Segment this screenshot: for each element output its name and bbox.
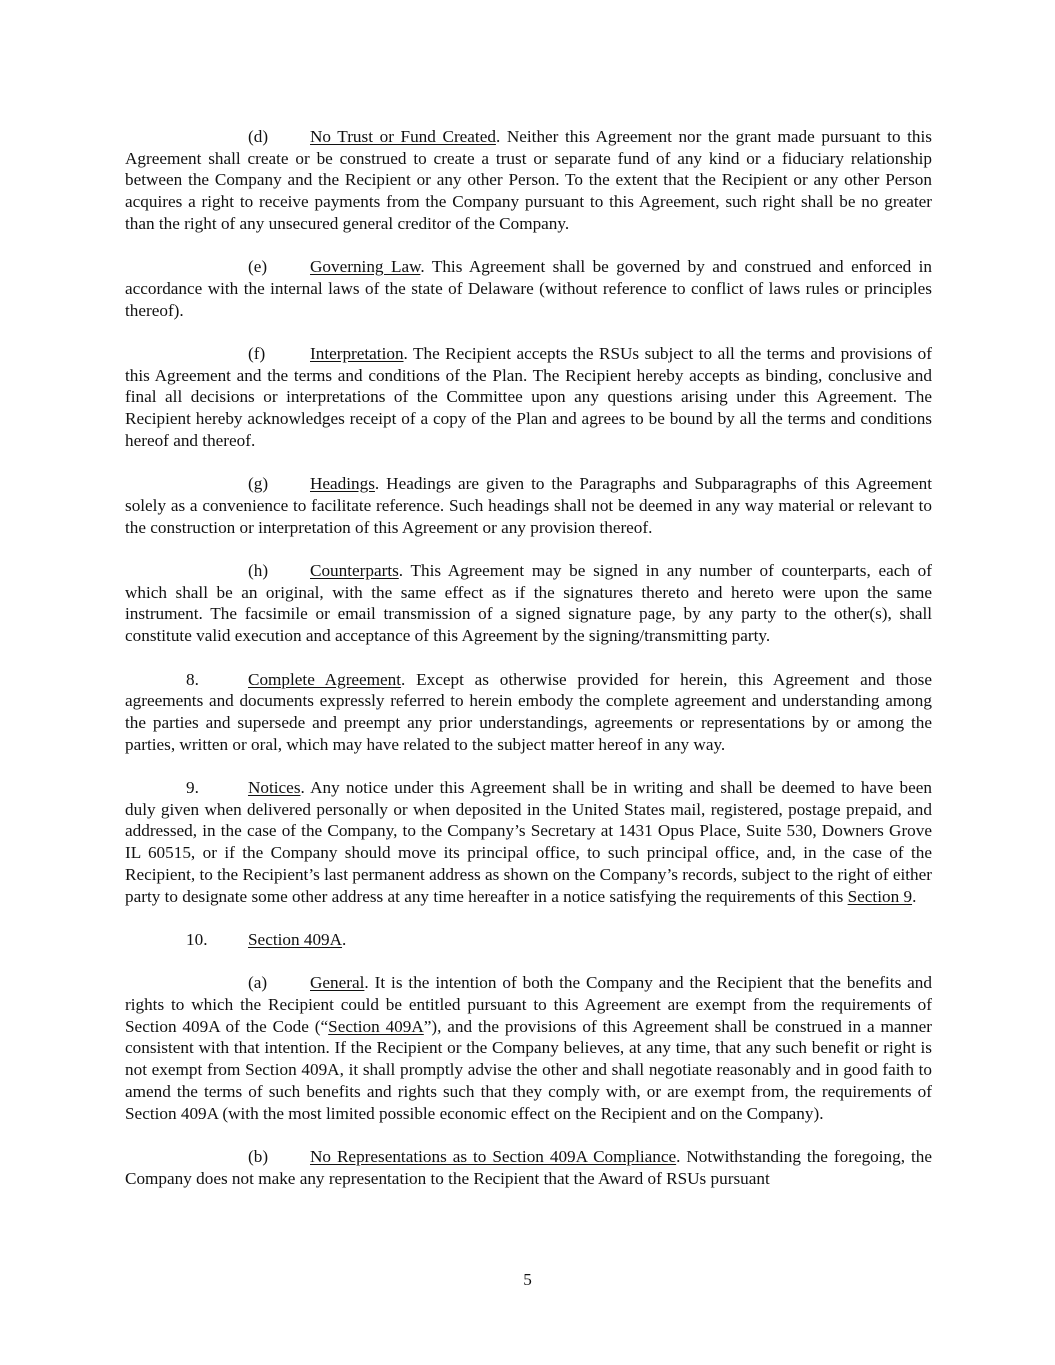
defined-term: Section 409A xyxy=(328,1016,424,1036)
paragraph-10a xyxy=(125,972,932,1124)
paragraph-heading: Notices xyxy=(248,778,301,797)
paragraph-heading: Counterparts xyxy=(310,561,399,580)
paragraph-text: . Any notice under this Agreement shall be in writing and shall be deemed to have been duly given when delivered personally or when deposited in the United States mail, registered, postage prepaid, and addressed, in the case of the Company, to the Company’s Secretary at 1431 Opus Place, Suite 530, Downers Grove IL 60515, or if the Company should move its principal office, to such principal office, and, in the case of the Recipient, to the Recipient’s last permanent address as shown on the Company’s records, subject to the right of either party to designate some other address at any time hereafter in a notice satisfying the requirements of this xyxy=(125,778,932,906)
page-number: 5 xyxy=(523,1270,532,1289)
paragraph-number: 8. xyxy=(186,669,199,689)
paragraph-10 xyxy=(125,929,932,951)
paragraph-heading: Complete Agreement xyxy=(248,669,402,689)
paragraph-text: . The Recipient accepts the RSUs subject to all the terms and provisions of this Agreement and the terms and conditions of the Plan. The Recipient hereby accepts as binding, conclusive and final all decisions or interpretations of the Committee upon any questions arising under this Agreement. The Recipient hereby acknowledges receipt of a copy of the Plan and agrees to be bound by all the terms and conditions hereof and thereof. xyxy=(125,344,932,450)
paragraph-heading: Section 409A xyxy=(248,929,343,949)
paragraph-number: 10. xyxy=(186,929,208,949)
paragraph-7g xyxy=(125,473,932,538)
paragraph-text: . It is the intention of both the Company and the Recipient that the benefits and rights to which the Recipient could be entitled pursuant to this Agreement are exempt from the requirements of Section 409A of the Code (“ xyxy=(125,973,932,1036)
paragraph-number: (e) xyxy=(248,257,268,277)
paragraph-heading: Governing Law xyxy=(310,257,421,277)
paragraph-text: . Notwithstanding the foregoing, the Company does not make any representation to the Recipient that the Award of RSUs pursuant xyxy=(125,1146,932,1188)
paragraph-number: 9. xyxy=(186,778,199,797)
paragraph-text: . Neither this Agreement nor the grant made pursuant to this Agreement shall create or be construed to create a trust or separate fund of any kind or a fiduciary relationship between the Company and the Recipient or any other Person. To the extent that the Recipient or any other Person acquires a right to receive payments from the Company pursuant to this Agreement, such right shall be no greater than the right of any unsecured general creditor of the Company. xyxy=(125,127,932,233)
paragraph-text-tail: ”), and the provisions of this Agreement shall be construed in a manner consistent with that intention. If the Recipient or the Company believes, at any time, that any such benefit or right is not exempt from Section 409A, it shall promptly advise the other and shall negotiate reasonably and in good faith to amend the terms of such benefits and rights such that they comply with, or are exempt from, the requirements of Section 409A (with the most limited possible economic effect on the Recipient and on the Company). xyxy=(125,1016,932,1123)
paragraph-heading: Interpretation xyxy=(310,344,404,363)
paragraph-text: . xyxy=(342,929,347,949)
paragraph-10b xyxy=(125,1146,932,1189)
paragraph-text: . This Agreement shall be governed by and construed and enforced in accordance with the internal laws of the state of Delaware (without reference to conflict of laws rules or principles thereof). xyxy=(125,257,932,320)
paragraph-8 xyxy=(125,669,932,756)
paragraph-text: . This Agreement may be signed in any number of counterparts, each of which shall be an original, with the same effect as if the signatures thereto and hereto were upon the same instrument. The facsimile or email transmission of a signed signature page, by any party to the other(s), shall constitute valid execution and acceptance of this Agreement by the signing/transmitting party. xyxy=(125,561,932,646)
section-reference: Section 9 xyxy=(847,886,913,906)
paragraph-heading: General xyxy=(310,973,365,993)
paragraph-text: . Headings are given to the Paragraphs and Subparagraphs of this Agreement solely as a convenience to facilitate reference. Such headings shall not be deemed in any way material or relevant to the construction or interpretation of this Agreement or any provision thereof. xyxy=(125,474,932,537)
paragraph-heading: No Representations as to Section 409A Compliance xyxy=(310,1146,677,1166)
paragraph-number: (g) xyxy=(248,474,269,494)
paragraph-number: (d) xyxy=(248,127,269,146)
document-body xyxy=(125,126,932,1211)
paragraph-heading: Headings xyxy=(310,474,375,494)
paragraph-7h xyxy=(125,560,932,647)
paragraph-heading: No Trust or Fund Created xyxy=(310,127,496,146)
paragraph-9 xyxy=(125,777,932,907)
paragraph-7d xyxy=(125,126,932,235)
paragraph-number: (b) xyxy=(248,1146,269,1166)
paragraph-7e xyxy=(125,256,932,321)
paragraph-text-tail: . xyxy=(912,886,917,906)
paragraph-number: (h) xyxy=(248,561,269,580)
paragraph-text: . Except as otherwise provided for herein, this Agreement and those agreements and documents expressly referred to herein embody the complete agreement and understanding among the parties and supersede and preempt any prior understandings, agreements or representations by or among the parties, written or oral, which may have related to the subject matter hereof in any way. xyxy=(125,669,932,754)
paragraph-7f xyxy=(125,343,932,452)
paragraph-number: (a) xyxy=(248,973,268,993)
paragraph-number: (f) xyxy=(248,344,266,363)
